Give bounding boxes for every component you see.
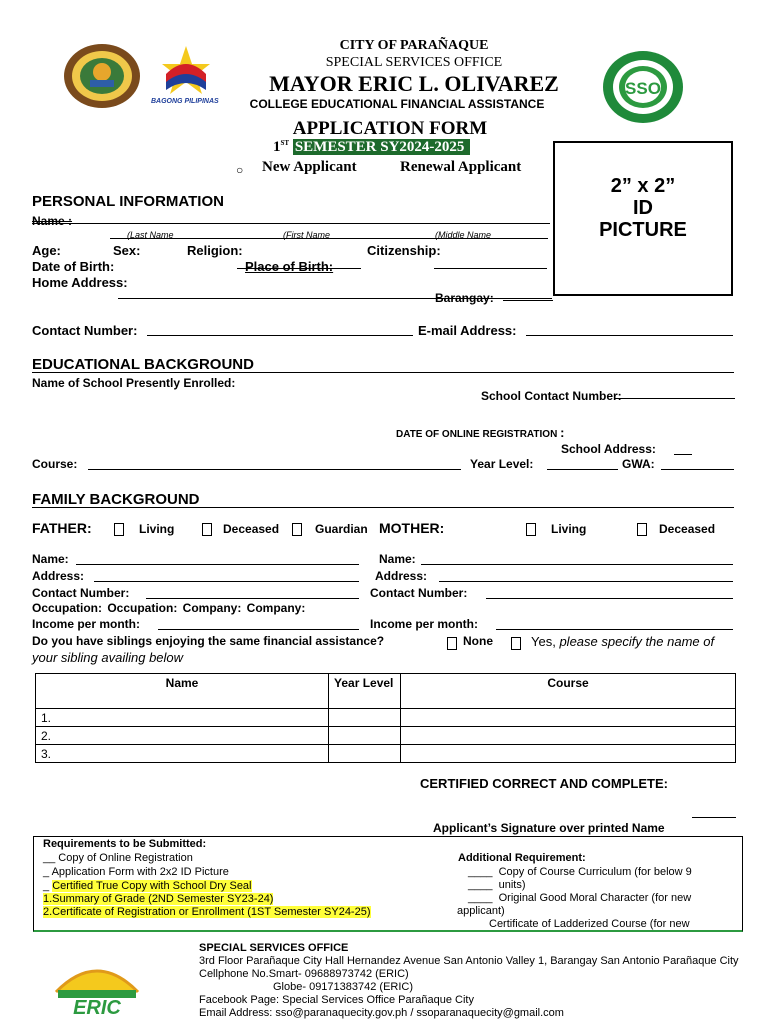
contact-number-field[interactable] xyxy=(147,335,413,336)
mother-contact-label: Contact Number: xyxy=(370,586,468,600)
siblings-col-course: Course xyxy=(401,674,736,709)
citizenship-label: Citizenship: xyxy=(367,243,441,258)
guardian-checkbox[interactable] xyxy=(292,523,302,536)
mother-address-label: Address: xyxy=(375,569,428,583)
footer-globe: Globe- 09171383742 (ERIC) xyxy=(273,981,414,993)
eric-logo-text: ERIC xyxy=(73,997,121,1019)
education-heading-rule xyxy=(32,372,734,373)
additional-item: Certificate of Ladderized Course (for new xyxy=(489,918,690,930)
additional-item: ____ Copy of Course Curriculum (for below 9 xyxy=(468,866,692,878)
certified-label: CERTIFIED CORRECT AND COMPLETE: xyxy=(420,776,668,791)
additional-item: ____ Original Good Moral Character (for new xyxy=(468,892,692,904)
table-row[interactable] xyxy=(36,709,736,727)
requirement-item: _ Application Form with 2x2 ID Picture xyxy=(43,866,229,878)
siblings-table xyxy=(35,673,736,763)
mother-deceased-label: Deceased xyxy=(659,522,716,536)
form-title: APPLICATION FORM xyxy=(292,118,488,139)
siblings-specify-continued: your sibling availing below xyxy=(32,650,184,665)
father-label: FATHER: xyxy=(32,520,92,536)
id-picture-box xyxy=(553,141,733,296)
sibling-course-cell[interactable] xyxy=(401,745,736,763)
dob-label: Date of Birth: xyxy=(32,259,115,274)
city-name: CITY OF PARAÑAQUE xyxy=(339,38,489,53)
father-income-field[interactable] xyxy=(158,629,359,630)
course-field[interactable] xyxy=(88,469,461,470)
requirement-item: 2.Certificate of Registration or Enrollment (1ST Semester SY24-25) xyxy=(43,906,371,918)
additional-item: ____ units) xyxy=(468,879,526,891)
pob-field[interactable] xyxy=(237,268,361,269)
religion-label: Religion: xyxy=(187,243,243,258)
school-contact-label: School Contact Number: xyxy=(481,389,622,403)
father-contact-field[interactable] xyxy=(146,598,359,599)
additional-heading: Additional Requirement: xyxy=(458,852,586,864)
footer-facebook[interactable]: Facebook Page: Special Services Office Parañaque City xyxy=(199,994,474,1006)
sibling-name-cell[interactable]: 1. xyxy=(36,709,329,727)
requirement-item: _ Certified True Copy with School Dry Seal xyxy=(43,880,252,892)
name-label: Name : xyxy=(32,214,73,228)
footer-office: SPECIAL SERVICES OFFICE xyxy=(199,942,349,954)
siblings-col-name: Name xyxy=(36,674,329,709)
personal-heading: PERSONAL INFORMATION xyxy=(32,193,224,210)
mother-label: MOTHER: xyxy=(379,520,445,536)
father-deceased-label: Deceased xyxy=(223,522,280,536)
siblings-yes-checkbox[interactable] xyxy=(511,637,521,650)
pob-label: Place of Birth: xyxy=(245,259,334,274)
sibling-year-cell[interactable] xyxy=(329,709,401,727)
last-name-hint: (Last Name xyxy=(127,230,174,240)
year-level-field[interactable] xyxy=(547,469,618,470)
mother-income-label: Income per month: xyxy=(370,617,479,631)
mayor-name: MAYOR ERIC L. OLIVAREZ xyxy=(269,71,559,96)
gwa-field[interactable] xyxy=(661,469,734,470)
bagong-pilipinas-label: BAGONG PILIPINAS xyxy=(151,98,219,105)
father-deceased-checkbox[interactable] xyxy=(202,523,212,536)
school-address-field[interactable] xyxy=(674,454,692,455)
email-field[interactable] xyxy=(526,335,733,336)
home-address-label: Home Address: xyxy=(32,275,128,290)
new-applicant-radio[interactable]: ○ xyxy=(236,163,244,177)
sibling-course-cell[interactable] xyxy=(401,709,736,727)
father-living-label: Living xyxy=(139,522,175,536)
renewal-applicant-label[interactable]: Renewal Applicant xyxy=(400,159,522,175)
svg-text:SSO: SSO xyxy=(625,79,661,98)
name-hint-line xyxy=(110,238,548,239)
name-field[interactable] xyxy=(32,223,550,224)
mother-name-label: Name: xyxy=(379,552,416,566)
occupation-row: Occupation: Occupation: Company: Company: xyxy=(32,601,306,615)
barangay-label: Barangay: xyxy=(435,291,494,305)
program-name: COLLEGE EDUCATIONAL FINANCIAL ASSISTANCE xyxy=(249,97,545,111)
sibling-year-cell[interactable] xyxy=(329,745,401,763)
mother-income-field[interactable] xyxy=(496,629,733,630)
mother-contact-field[interactable] xyxy=(486,598,733,599)
id-picture-label: PICTURE xyxy=(599,219,687,241)
family-heading-rule xyxy=(32,507,734,508)
siblings-none-checkbox[interactable] xyxy=(447,637,457,650)
sibling-course-cell[interactable] xyxy=(401,727,736,745)
semester-banner: 1ST SEMESTER SY2024-2025 xyxy=(273,139,470,156)
sex-label: Sex: xyxy=(113,243,141,258)
contact-number-label: Contact Number: xyxy=(32,323,138,338)
signature-field[interactable] xyxy=(692,817,736,818)
father-contact-label: Contact Number: xyxy=(32,586,130,600)
school-enrolled-label: Name of School Presently Enrolled: xyxy=(32,376,236,390)
footer-email[interactable]: Email Address: sso@paranaquecity.gov.ph / ssoparanaquecity@gmail.com xyxy=(199,1007,564,1019)
father-income-label: Income per month: xyxy=(32,617,141,631)
siblings-none-label: None xyxy=(463,634,493,648)
year-level-label: Year Level: xyxy=(470,457,534,471)
family-heading: FAMILY BACKGROUND xyxy=(32,491,200,508)
middle-name-hint: (Middle Name xyxy=(435,230,492,240)
sibling-name-cell[interactable]: 2. xyxy=(36,727,329,745)
requirements-heading: Requirements to be Submitted: xyxy=(43,838,207,850)
sibling-year-cell[interactable] xyxy=(329,727,401,745)
father-address-label: Address: xyxy=(32,569,85,583)
mother-address-field[interactable] xyxy=(439,581,733,582)
additional-item: applicant) xyxy=(457,905,505,917)
siblings-col-year: Year Level xyxy=(329,674,401,709)
school-contact-field[interactable] xyxy=(615,398,735,399)
office-name: SPECIAL SERVICES OFFICE xyxy=(325,55,503,70)
father-name-field[interactable] xyxy=(76,564,359,565)
first-name-hint: (First Name xyxy=(283,230,330,240)
email-label: E-mail Address: xyxy=(418,323,517,338)
gwa-label: GWA: xyxy=(622,457,655,471)
table-row[interactable] xyxy=(36,745,736,763)
requirement-item: 1.Summary of Grade (2ND Semester SY23-24) xyxy=(43,893,274,905)
age-label: Age: xyxy=(32,243,61,258)
guardian-label: Guardian xyxy=(315,522,368,536)
siblings-yes-label: Yes, please specify the name of xyxy=(531,634,715,649)
requirement-item: __ Copy of Online Registration xyxy=(43,852,193,864)
citizenship-field[interactable] xyxy=(434,268,547,269)
footer-address: 3rd Floor Parañaque City Hall Hernandez Avenue San Antonio Valley 1, Barangay San Antonio Parañaque City xyxy=(199,955,739,967)
eric-logo xyxy=(50,950,144,1022)
father-name-label: Name: xyxy=(32,552,69,566)
mother-name-field[interactable] xyxy=(421,564,733,565)
mother-living-checkbox[interactable] xyxy=(526,523,536,536)
id-picture-id: ID xyxy=(633,197,653,219)
school-address-label: School Address: xyxy=(561,442,656,456)
footer-smart: Cellphone No.Smart- 09688973742 (ERIC) xyxy=(199,968,409,980)
mother-living-label: Living xyxy=(551,522,587,536)
new-applicant-label: New Applicant xyxy=(262,159,357,175)
father-living-checkbox[interactable] xyxy=(114,523,124,536)
online-reg-label: DATE OF ONLINE REGISTRATION : xyxy=(396,425,565,440)
sibling-name-cell[interactable]: 3. xyxy=(36,745,329,763)
father-address-field[interactable] xyxy=(94,581,359,582)
siblings-question: Do you have siblings enjoying the same financial assistance? xyxy=(32,634,385,648)
id-picture-size: 2” x 2” xyxy=(610,175,676,197)
signature-label: Applicant’s Signature over printed Name xyxy=(433,821,665,835)
mother-deceased-checkbox[interactable] xyxy=(637,523,647,536)
education-heading: EDUCATIONAL BACKGROUND xyxy=(32,356,254,373)
course-label: Course: xyxy=(32,457,78,471)
table-row[interactable] xyxy=(36,727,736,745)
barangay-field[interactable] xyxy=(503,300,553,301)
